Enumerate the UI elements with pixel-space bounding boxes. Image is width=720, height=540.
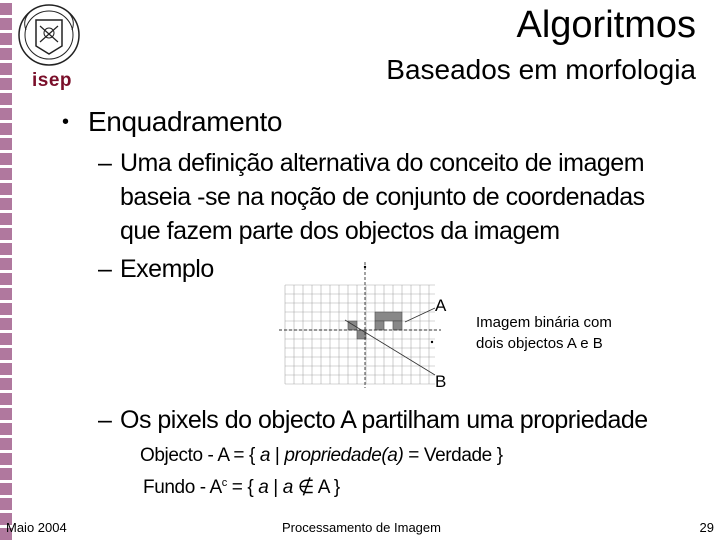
- sub-bullet-text: Uma definição alternativa do conceito de imagem baseia -se na noção de conjunto de coordenadas que fazem parte dos objectos da imagem: [120, 149, 645, 245]
- object-a-pixels: [375, 312, 402, 330]
- object-b-label: B: [435, 372, 447, 391]
- isep-crest-logo: [14, 0, 84, 70]
- formula-var: a: [258, 477, 269, 498]
- origin-dot: [364, 266, 366, 268]
- formula-text: A }: [317, 477, 340, 498]
- sub-bullet-text: Os pixels do objecto A partilham uma propriedade: [120, 406, 648, 434]
- formula-var: a: [259, 445, 271, 466]
- sub-bullet-text: Exemplo: [120, 255, 214, 283]
- sub-bullet-example: [98, 252, 214, 286]
- caption-line-2: dois objectos A e B: [476, 335, 603, 352]
- diagram-caption: [476, 312, 612, 354]
- dash: –: [98, 406, 112, 434]
- binary-image-diagram: [265, 250, 465, 390]
- point-marker: [431, 341, 433, 343]
- footer-course: Processamento de Imagem: [282, 520, 441, 535]
- not-element-symbol: ∉: [297, 477, 314, 498]
- caption-line-1: Imagem binária com: [476, 314, 612, 331]
- formula-text: |: [274, 445, 280, 466]
- formula-superscript: c: [221, 477, 227, 489]
- formula-text: = {: [231, 477, 254, 498]
- sub-bullet-definition: [98, 146, 690, 248]
- formula-text: Objecto - A = {: [140, 445, 255, 466]
- sub-bullet-property: [98, 403, 648, 437]
- formula-var: a: [282, 477, 293, 498]
- formula-object-a: [140, 445, 503, 467]
- formula-background: [143, 476, 340, 499]
- dash: –: [98, 255, 112, 283]
- slide-title: Algoritmos: [516, 4, 696, 46]
- slide-subtitle: Baseados em morfologia: [386, 54, 696, 85]
- bullet-dot: •: [62, 111, 69, 133]
- logo-text: isep: [32, 70, 73, 91]
- footer-page-number: 29: [699, 520, 714, 535]
- footer-date: Maio 2004: [6, 520, 67, 535]
- decorative-sidebar: [0, 0, 12, 540]
- bullet-enquadramento: [62, 106, 282, 138]
- dash: –: [98, 149, 112, 177]
- bullet-text: Enquadramento: [88, 106, 283, 137]
- formula-text: = Verdade }: [408, 445, 503, 466]
- formula-var: propriedade(a): [284, 445, 404, 466]
- formula-text: |: [273, 477, 278, 498]
- object-a-label: A: [435, 296, 447, 315]
- formula-text: Fundo - A: [143, 477, 222, 498]
